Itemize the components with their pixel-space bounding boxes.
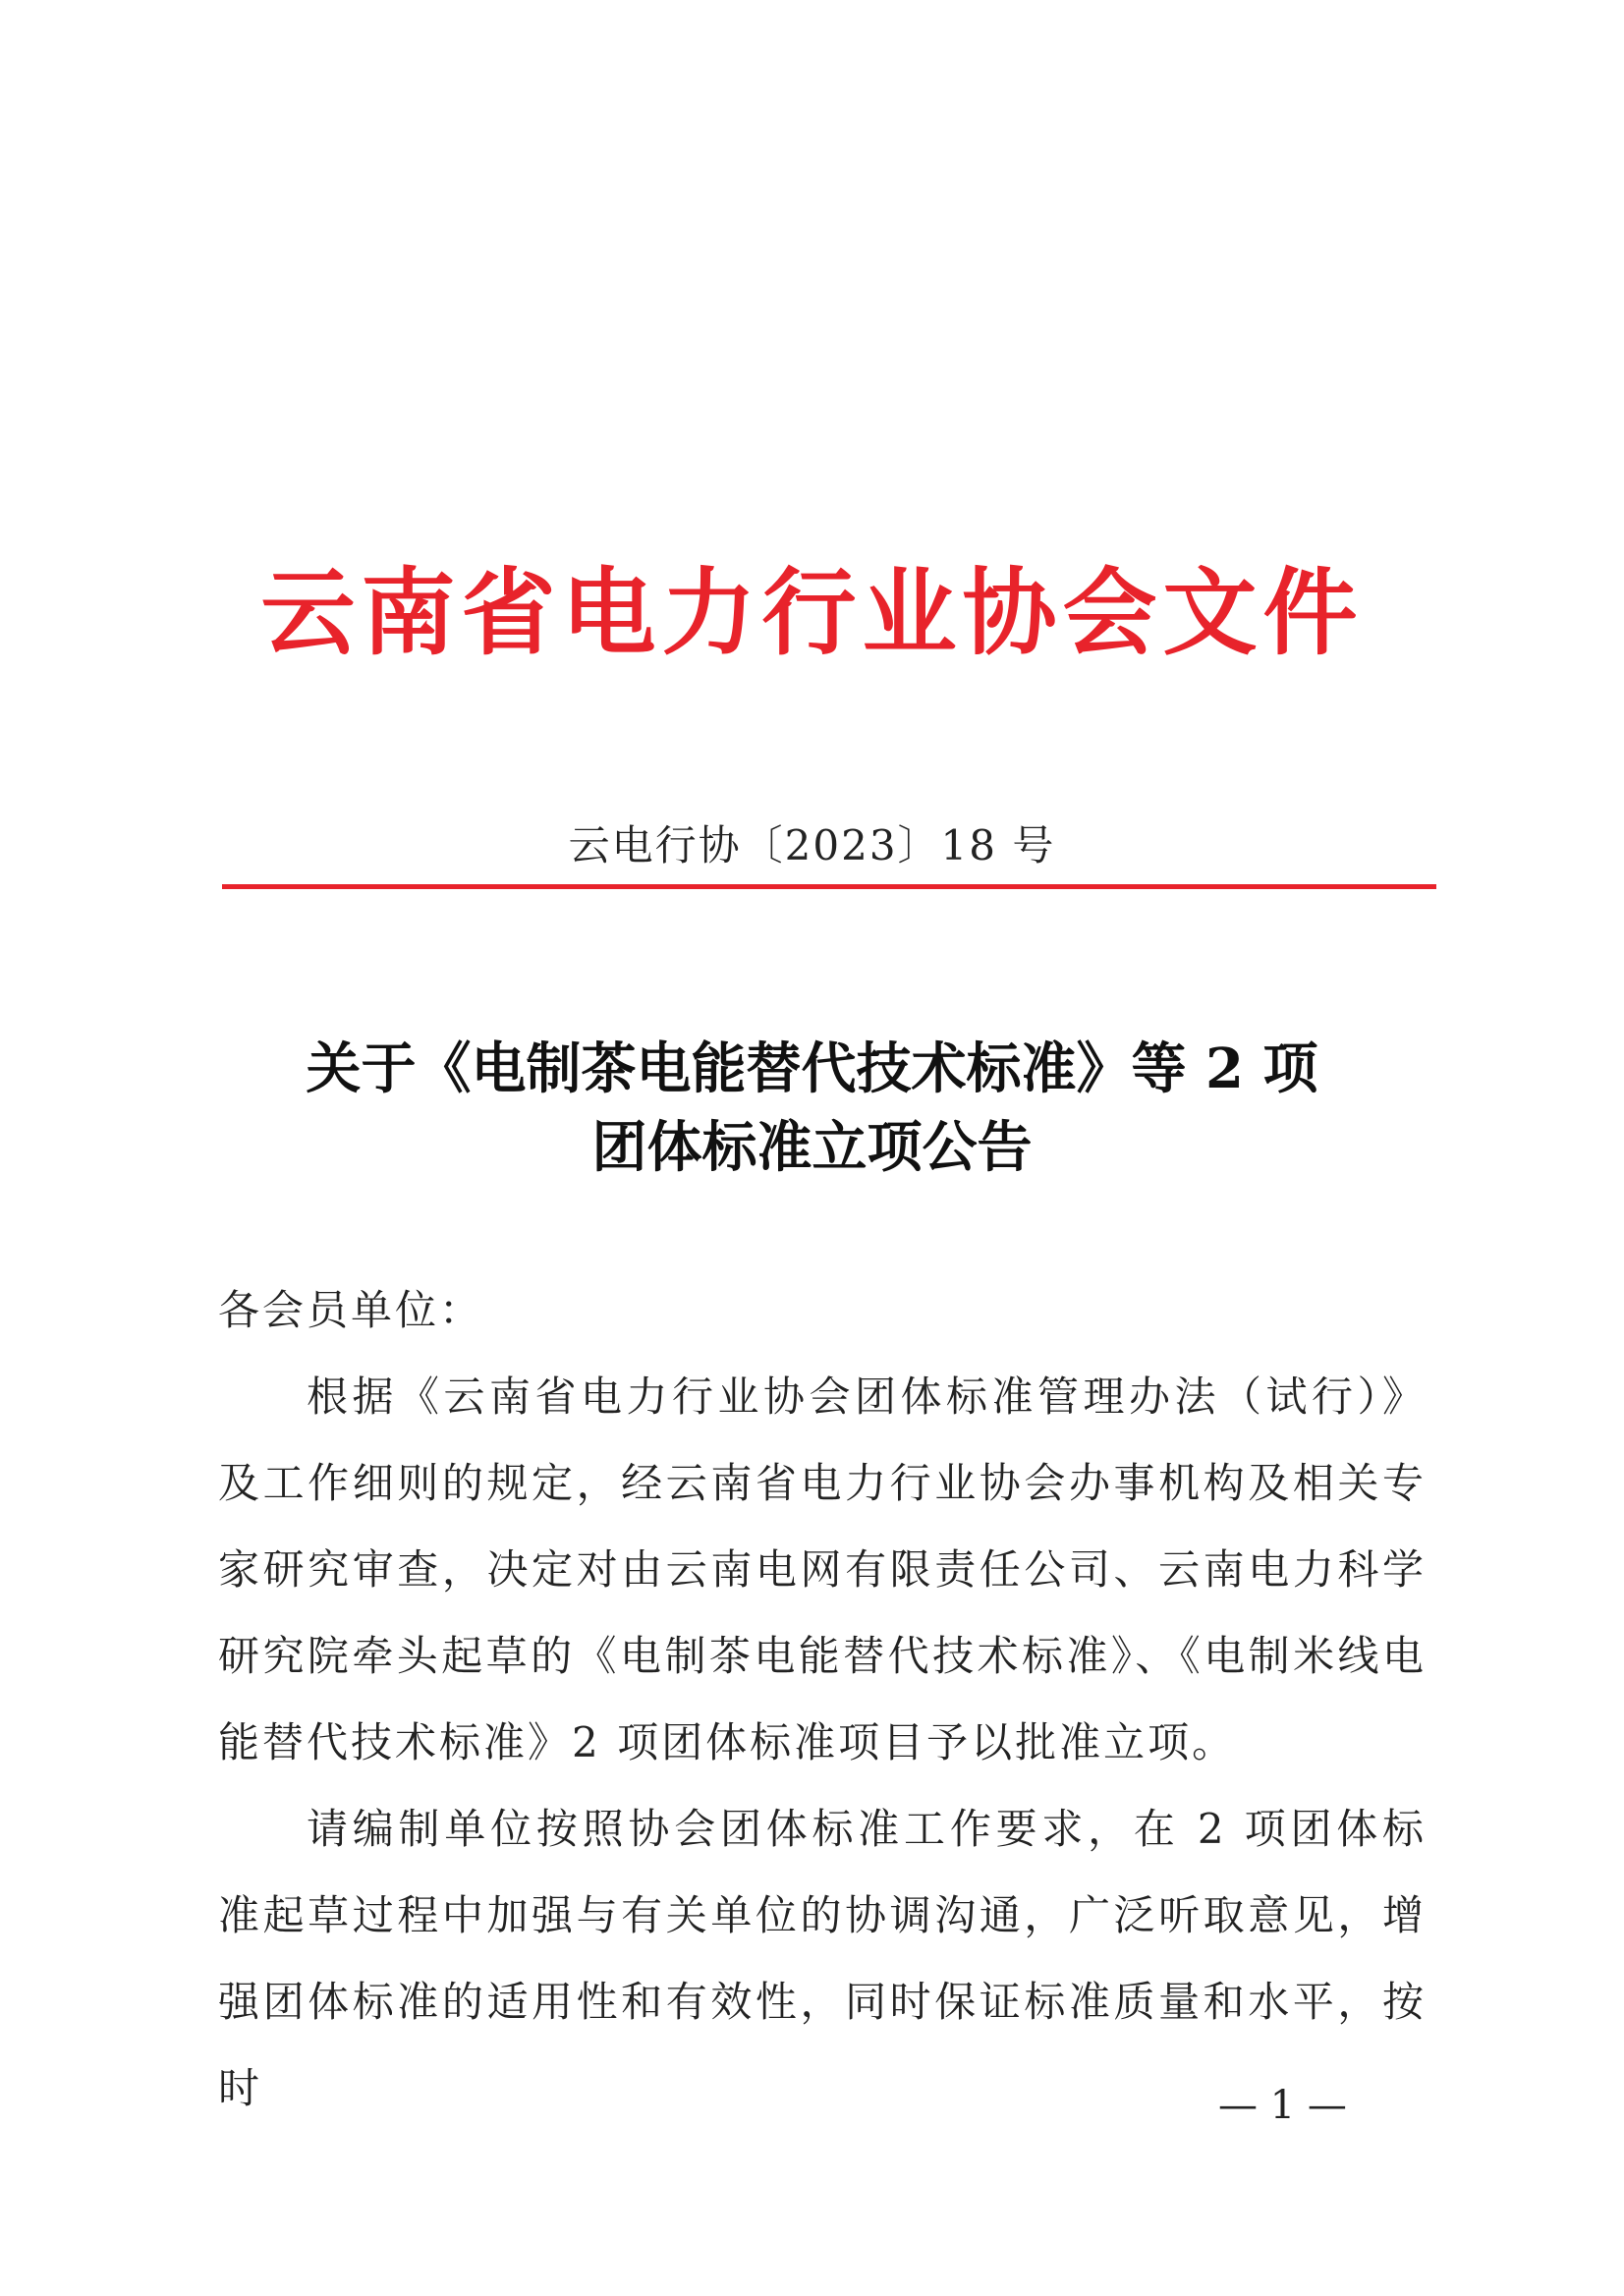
document-title-line-2: 团体标准立项公告 — [591, 1115, 1033, 1180]
document-number: 云电行协〔2023〕18 号 — [568, 821, 1056, 869]
body-paragraph-1: 根据《云南省电力行业协会团体标准管理办法（试行）》及工作细则的规定，经云南省电力行业协会办事机构及相关专家研究审查，决定对由云南电网有限责任公司、云南电力科学研究院牵头起草的《电制茶电能替代技术标准》、《电制米线电能替代技术标准》2 项团体标准项目予以批准立项。 — [218, 1372, 1427, 1766]
issuer-header-title: 云南省电力行业协会文件 — [260, 557, 1364, 668]
document-title — [0, 1030, 1624, 1187]
document-body — [218, 1267, 1427, 2132]
red-divider-line — [222, 884, 1436, 889]
body-paragraph-2: 请编制单位按照协会团体标准工作要求，在 2 项团体标准起草过程中加强与有关单位的协调沟通，广泛听取意见，增强团体标准的适用性和有效性，同时保证标准质量和水平，按时 — [218, 1805, 1427, 2112]
page-number: — 1 — — [1218, 2083, 1347, 2128]
salutation: 各会员单位： — [218, 1286, 484, 1334]
document-title-line-1: 关于《电制茶电能替代技术标准》等 2 项 — [306, 1036, 1318, 1101]
